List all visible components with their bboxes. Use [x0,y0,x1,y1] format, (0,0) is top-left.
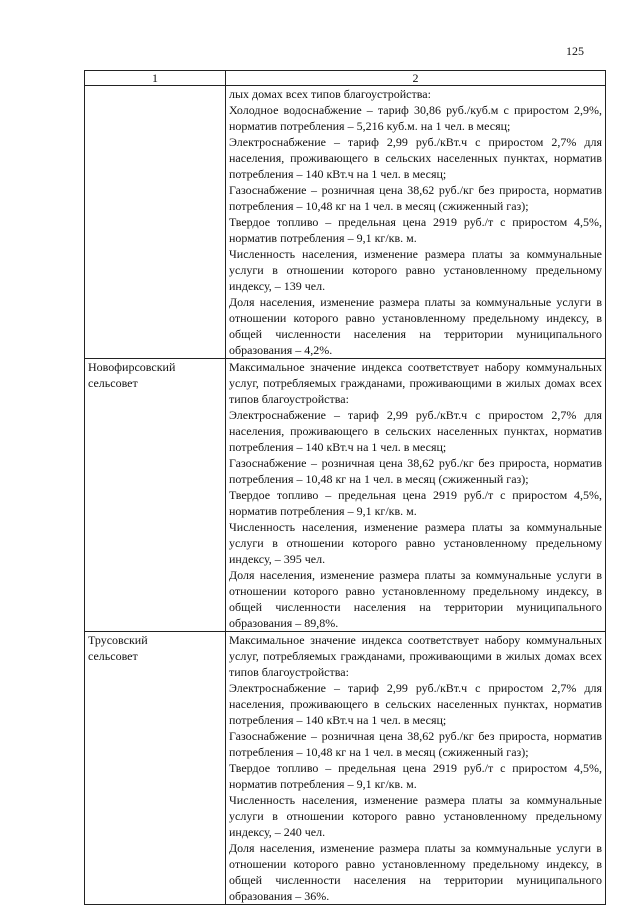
description-paragraph: Газоснабжение – розничная цена 38,62 руб./кг без прироста, норматив потребления – 10,48 кг на 1 чел. в месяц (сжиженный газ); [229,183,602,213]
description-paragraph: Доля населения, изменение размера платы за коммунальные услуги в отношении которого равно установленному предельному индексу, в общей численности населения на территории муниципального образования – 89,8%. [229,568,602,630]
description-paragraph: Холодное водоснабжение – тариф 30,86 руб./куб.м с приростом 2,9%, норматив потребления – 5,216 куб.м. на 1 чел. в месяц; [229,103,602,133]
table-header-row [85,71,606,86]
municipal-index-table [84,70,606,905]
description-paragraph: Электроснабжение – тариф 2,99 руб./кВт.ч с приростом 2,7% для населения, проживающего в сельских населенных пунктах, норматив потребления – 140 кВт.ч на 1 чел. в месяц; [229,408,602,454]
index-description-cell [226,86,606,359]
description-paragraph: Электроснабжение – тариф 2,99 руб./кВт.ч с приростом 2,7% для населения, проживающего в сельских населенных пунктах, норматив потребления – 140 кВт.ч на 1 чел. в месяц; [229,681,602,727]
municipality-name-line: сельсовет [88,376,138,390]
municipality-name-line: Новофирсовский [88,360,176,374]
description-paragraph: Твердое топливо – предельная цена 2919 руб./т с приростом 4,5%, норматив потребления – 9,1 кг/кв. м. [229,215,602,245]
description-paragraph: Численность населения, изменение размера платы за коммунальные услуги в отношении которого равно установленному предельному индексу, – 240 чел. [229,793,602,839]
description-paragraph: Максимальное значение индекса соответствует набору коммунальных услуг, потребляемых гражданами, проживающими в жилых домах всех типов благоустройства: [229,360,602,406]
description-paragraph: Газоснабжение – розничная цена 38,62 руб./кг без прироста, норматив потребления – 10,48 кг на 1 чел. в месяц (сжиженный газ); [229,456,602,486]
description-paragraph: Численность населения, изменение размера платы за коммунальные услуги в отношении которого равно установленному предельному индексу, – 395 чел. [229,520,602,566]
municipality-name-cell [85,632,226,905]
municipality-name-cell [85,86,226,359]
table-row [85,86,606,359]
description-paragraph: Электроснабжение – тариф 2,99 руб./кВт.ч с приростом 2,7% для населения, проживающего в сельских населенных пунктах, норматив потребления – 140 кВт.ч на 1 чел. в месяц; [229,135,602,181]
description-paragraph: Максимальное значение индекса соответствует набору коммунальных услуг, потребляемых гражданами, проживающими в жилых домах всех типов благоустройства: [229,633,602,679]
column-header-1: 1 [85,71,226,86]
column-header-2: 2 [226,71,606,86]
description-paragraph: Численность населения, изменение размера платы за коммунальные услуги в отношении которого равно установленному предельному индексу, – 139 чел. [229,247,602,293]
description-paragraph: Газоснабжение – розничная цена 38,62 руб./кг без прироста, норматив потребления – 10,48 кг на 1 чел. в месяц (сжиженный газ); [229,729,602,759]
description-paragraph: Доля населения, изменение размера платы за коммунальные услуги в отношении которого равно установленному предельному индексу, в общей численности населения на территории муниципального образования – 36%. [229,841,602,903]
table-row [85,632,606,905]
description-paragraph: Доля населения, изменение размера платы за коммунальные услуги в отношении которого равно установленному предельному индексу, в общей численности населения на территории муниципального образования – 4,2%. [229,295,602,357]
page-number: 125 [566,44,584,58]
municipality-name-line: сельсовет [88,649,138,663]
description-paragraph: лых домах всех типов благоустройства: [229,87,431,101]
municipality-name-cell [85,359,226,632]
description-paragraph: Твердое топливо – предельная цена 2919 руб./т с приростом 4,5%, норматив потребления – 9,1 кг/кв. м. [229,761,602,791]
index-description-cell [226,359,606,632]
table-row [85,359,606,632]
index-description-cell [226,632,606,905]
description-paragraph: Твердое топливо – предельная цена 2919 руб./т с приростом 4,5%, норматив потребления – 9,1 кг/кв. м. [229,488,602,518]
municipality-name-line: Трусовский [88,633,148,647]
